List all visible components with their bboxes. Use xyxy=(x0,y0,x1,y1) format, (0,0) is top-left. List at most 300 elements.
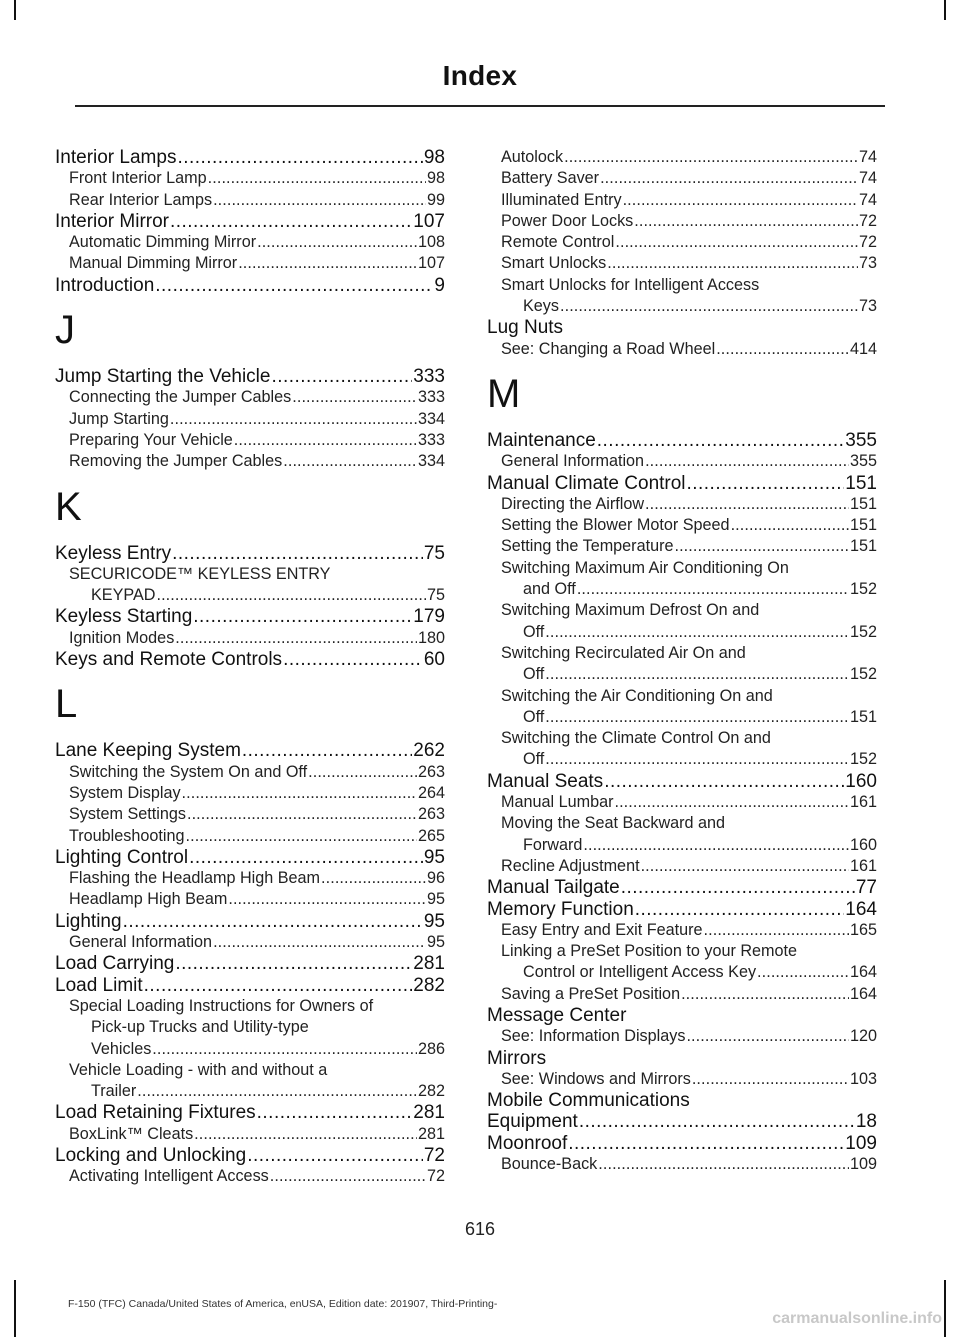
index-entry[interactable] xyxy=(55,606,445,627)
entry-line xyxy=(69,762,445,783)
dot-leader xyxy=(213,190,426,211)
page-reference: 108 xyxy=(417,233,445,252)
index-subentry[interactable] xyxy=(55,889,445,910)
index-entry[interactable] xyxy=(487,1048,877,1069)
entry-text: Recline Adjustment xyxy=(501,856,640,875)
entry-line xyxy=(501,920,877,941)
entry-text: Lane Keeping System xyxy=(55,740,241,762)
entry-line xyxy=(501,190,877,211)
entry-text: Lighting Control xyxy=(55,846,189,868)
entry-text: Manual Dimming Mirror xyxy=(69,254,238,273)
dot-leader xyxy=(577,579,849,600)
dot-leader xyxy=(189,847,423,868)
dot-leader xyxy=(170,409,417,430)
entry-continuation-line xyxy=(501,296,877,317)
dot-leader xyxy=(579,1111,855,1132)
entry-line xyxy=(69,409,445,430)
entry-text: Interior Lamps xyxy=(55,147,177,168)
page-reference: 107 xyxy=(413,210,445,232)
index-subentry[interactable] xyxy=(487,211,877,232)
index-entry[interactable] xyxy=(55,1145,445,1166)
entry-line xyxy=(69,1166,445,1187)
dot-leader xyxy=(687,473,845,494)
entry-text: Moving the Seat Backward and xyxy=(501,814,726,833)
entry-text: Keyless Starting xyxy=(55,606,193,628)
page-reference: 164 xyxy=(849,963,877,982)
dot-leader xyxy=(757,962,849,983)
entry-continuation-line xyxy=(501,749,877,770)
entry-text: Saving a PreSet Position xyxy=(501,984,681,1003)
page-reference: 120 xyxy=(849,1027,877,1046)
entry-text: Keys and Remote Controls xyxy=(55,649,283,671)
page-reference: 99 xyxy=(426,190,445,209)
entry-line xyxy=(69,868,445,889)
page-reference: 73 xyxy=(858,254,877,273)
page-reference: 98 xyxy=(426,169,445,188)
page-title: Index xyxy=(442,60,518,91)
dot-leader xyxy=(155,275,433,296)
dot-leader xyxy=(186,826,417,847)
entry-line xyxy=(69,804,445,825)
index-column-right xyxy=(487,147,877,1175)
page-reference: 164 xyxy=(849,984,877,1003)
entry-text: Bounce-Back xyxy=(501,1155,598,1174)
dot-leader xyxy=(247,1145,423,1166)
page-number: 616 xyxy=(464,1219,496,1239)
index-subentry[interactable] xyxy=(55,932,445,953)
entry-line xyxy=(55,911,445,932)
entry-line xyxy=(55,1102,445,1123)
page-reference: 9 xyxy=(434,274,445,296)
dot-leader xyxy=(175,953,412,974)
index-entry[interactable] xyxy=(55,649,445,670)
page-reference: 74 xyxy=(858,148,877,166)
index-subentry[interactable] xyxy=(487,856,877,877)
entry-continuation-text: Off xyxy=(523,665,545,684)
page-reference: 165 xyxy=(849,920,877,939)
index-subentry[interactable] xyxy=(55,168,445,189)
entry-line xyxy=(69,387,445,408)
dot-leader xyxy=(598,1154,849,1175)
crop-mark-top-right xyxy=(944,0,946,20)
index-entry[interactable] xyxy=(487,1090,877,1133)
entry-line xyxy=(501,941,877,962)
entry-continuation-text: Trailer xyxy=(91,1082,137,1101)
index-entry[interactable] xyxy=(55,211,445,232)
entry-text: See: Changing a Road Wheel xyxy=(501,339,716,358)
index-subentry[interactable] xyxy=(487,643,877,686)
index-entry[interactable] xyxy=(55,275,445,296)
page-reference: 264 xyxy=(417,783,445,802)
entry-line xyxy=(501,1069,877,1090)
dot-leader xyxy=(257,1102,413,1123)
entry-text: BoxLink™ Cleats xyxy=(69,1124,194,1143)
page-reference: 74 xyxy=(858,190,877,209)
page-reference: 72 xyxy=(858,233,877,252)
entry-line xyxy=(501,813,877,834)
dot-leader xyxy=(308,762,417,783)
dot-leader xyxy=(635,899,845,920)
entry-line xyxy=(69,628,445,649)
entry-continuation-line xyxy=(501,664,877,685)
index-subentry[interactable] xyxy=(55,564,445,607)
entry-line xyxy=(55,1145,445,1166)
index-subentry[interactable] xyxy=(487,920,877,941)
entry-line xyxy=(55,847,445,868)
entry-continuation-line xyxy=(501,707,877,728)
index-entry[interactable] xyxy=(55,911,445,932)
entry-text: Battery Saver xyxy=(501,169,600,188)
index-subentry[interactable] xyxy=(55,1166,445,1187)
index-subentry[interactable] xyxy=(487,190,877,211)
index-subentry[interactable] xyxy=(487,728,877,771)
entry-continuation-text: Forward xyxy=(523,835,583,854)
entry-line xyxy=(55,211,445,232)
page-reference: 161 xyxy=(849,856,877,875)
dot-leader xyxy=(604,771,844,792)
entry-text: System Settings xyxy=(69,805,186,824)
dot-leader xyxy=(137,1081,417,1102)
entry-line xyxy=(69,889,445,910)
index-subentry[interactable] xyxy=(55,762,445,783)
index-section-letter: M xyxy=(487,371,521,416)
entry-line xyxy=(501,494,877,515)
page-reference: 151 xyxy=(849,494,877,513)
index-subentry[interactable] xyxy=(487,536,877,557)
entry-text: Flashing the Headlamp High Beam xyxy=(69,869,321,888)
index-subentry[interactable] xyxy=(487,515,877,536)
page-reference: 281 xyxy=(417,1124,445,1143)
entry-line xyxy=(487,473,877,494)
page-reference: 333 xyxy=(413,366,445,388)
index-subentry[interactable] xyxy=(487,792,877,813)
page-reference: 151 xyxy=(849,516,877,535)
index-entry[interactable] xyxy=(487,473,877,494)
index-entry[interactable] xyxy=(487,877,877,898)
entry-line xyxy=(501,984,877,1005)
entry-line xyxy=(501,643,877,664)
index-subentry[interactable] xyxy=(487,1026,877,1047)
index-subentry[interactable] xyxy=(487,275,877,318)
entry-text: Load Limit xyxy=(55,974,143,996)
page-reference: 18 xyxy=(855,1111,877,1133)
entry-line xyxy=(501,339,877,360)
index-entry[interactable] xyxy=(55,366,445,387)
page-reference: 160 xyxy=(845,770,877,792)
entry-text: Removing the Jumper Cables xyxy=(69,452,283,471)
entry-line xyxy=(487,430,877,451)
dot-leader xyxy=(568,1133,844,1154)
dot-leader xyxy=(292,387,417,408)
entry-continuation-text: Control or Intelligent Access Key xyxy=(523,963,757,982)
entry-line xyxy=(69,1124,445,1145)
index-entry[interactable] xyxy=(55,740,445,761)
dot-leader xyxy=(545,707,849,728)
dot-leader xyxy=(704,920,849,941)
entry-continuation-text: Vehicles xyxy=(91,1039,152,1058)
dot-leader xyxy=(123,911,423,932)
entry-text: Troubleshooting xyxy=(69,826,185,845)
page-reference: 98 xyxy=(423,147,445,168)
entry-line xyxy=(55,275,445,296)
entry-continuation-line xyxy=(69,1081,445,1102)
index-subentry[interactable] xyxy=(487,1154,877,1175)
entry-text: Manual Seats xyxy=(487,770,604,792)
page-reference: 75 xyxy=(423,542,445,564)
entry-text: Keyless Entry xyxy=(55,542,172,564)
entry-line xyxy=(501,211,877,232)
index-entry[interactable] xyxy=(487,317,877,338)
index-subentry[interactable] xyxy=(487,686,877,729)
index-subentry[interactable] xyxy=(487,451,877,472)
dot-leader xyxy=(583,835,849,856)
dot-leader xyxy=(621,877,855,898)
page-reference: 151 xyxy=(845,472,877,494)
entry-text: Manual Lumbar xyxy=(501,793,614,812)
entry-continuation-line xyxy=(501,579,877,600)
page-reference: 95 xyxy=(426,933,445,952)
dot-leader xyxy=(175,628,417,649)
entry-text: Jump Starting the Vehicle xyxy=(55,366,271,388)
dot-leader xyxy=(238,253,417,274)
dot-leader xyxy=(213,932,426,953)
dot-leader xyxy=(692,1069,849,1090)
index-subentry[interactable] xyxy=(487,494,877,515)
index-subentry[interactable] xyxy=(55,804,445,825)
entry-continuation-text: Pick-up Trucks and Utility-type xyxy=(91,1018,309,1037)
entry-text: Headlamp High Beam xyxy=(69,890,228,909)
index-entry[interactable] xyxy=(55,975,445,996)
index-subentry[interactable] xyxy=(487,168,877,189)
entry-text: Autolock xyxy=(501,148,564,166)
page-reference: 109 xyxy=(845,1132,877,1154)
entry-text: Connecting the Jumper Cables xyxy=(69,388,292,407)
entry-text: Vehicle Loading - with and without a xyxy=(69,1060,328,1079)
index-subentry[interactable] xyxy=(55,190,445,211)
index-entry[interactable] xyxy=(55,953,445,974)
entry-line xyxy=(69,564,445,585)
entry-text: Memory Function xyxy=(487,898,634,920)
entry-text: Mirrors xyxy=(487,1047,547,1069)
entry-line xyxy=(487,1133,877,1154)
page-reference: 282 xyxy=(413,974,445,996)
page-reference: 95 xyxy=(423,846,445,868)
entry-line xyxy=(501,253,877,274)
entry-line xyxy=(487,771,877,792)
entry-line xyxy=(55,606,445,627)
entry-line xyxy=(501,515,877,536)
page-reference: 72 xyxy=(858,211,877,230)
entry-text: See: Windows and Mirrors xyxy=(501,1069,691,1088)
index-subentry[interactable] xyxy=(55,783,445,804)
entry-text: Setting the Blower Motor Speed xyxy=(501,516,730,535)
index-entry[interactable] xyxy=(55,847,445,868)
page-reference: 60 xyxy=(423,649,445,671)
index-section-letter: K xyxy=(55,484,82,529)
entry-line xyxy=(501,275,877,296)
index-entry[interactable] xyxy=(55,543,445,564)
entry-line xyxy=(501,147,877,168)
entry-line xyxy=(69,1060,445,1081)
entry-line xyxy=(501,168,877,189)
footer-edition-info: F-150 (TFC) Canada/United States of America, enUSA, Edition date: 201907, Third-Printing- xyxy=(68,1298,498,1310)
dot-leader xyxy=(545,664,849,685)
index-subentry[interactable] xyxy=(487,941,877,984)
index-subentry[interactable] xyxy=(55,1124,445,1145)
dot-leader xyxy=(641,856,849,877)
entry-text: Switching the System On and Off xyxy=(69,762,308,781)
page-reference: 282 xyxy=(417,1082,445,1101)
entry-line xyxy=(487,1090,877,1111)
index-entry[interactable] xyxy=(487,899,877,920)
entry-text: Lug Nuts xyxy=(487,317,564,339)
entry-line xyxy=(55,740,445,761)
dot-leader xyxy=(144,975,413,996)
index-subentry[interactable] xyxy=(55,232,445,253)
entry-line xyxy=(69,190,445,211)
entry-line xyxy=(69,168,445,189)
header-divider xyxy=(75,105,885,107)
entry-text: Mobile Communications xyxy=(487,1090,690,1112)
index-subentry[interactable] xyxy=(487,600,877,643)
page-reference: 281 xyxy=(413,1102,445,1124)
entry-text: Lighting xyxy=(55,910,122,932)
page-reference: 72 xyxy=(423,1144,445,1166)
entry-line xyxy=(55,147,445,168)
entry-line xyxy=(501,600,877,621)
entry-text: Smart Unlocks xyxy=(501,254,607,273)
entry-line xyxy=(501,536,877,557)
entry-continuation-text: Off xyxy=(523,750,545,769)
entry-line xyxy=(69,430,445,451)
page-reference: 161 xyxy=(849,793,877,812)
index-subentry[interactable] xyxy=(487,813,877,856)
entry-line xyxy=(55,543,445,564)
entry-line xyxy=(69,451,445,472)
page-reference: 286 xyxy=(417,1039,445,1058)
dot-leader xyxy=(545,622,849,643)
dot-leader xyxy=(634,211,858,232)
dot-leader xyxy=(283,451,417,472)
dot-leader xyxy=(170,211,412,232)
entry-text: Manual Climate Control xyxy=(487,472,686,494)
entry-continuation-text: Equipment xyxy=(487,1111,578,1133)
entry-line xyxy=(55,366,445,387)
page-reference: 151 xyxy=(849,707,877,726)
crop-mark-top-left xyxy=(14,0,16,20)
dot-leader xyxy=(234,430,417,451)
dot-leader xyxy=(716,339,849,360)
entry-continuation-line xyxy=(69,1017,445,1038)
page-reference: 152 xyxy=(849,750,877,769)
dot-leader xyxy=(194,1124,417,1145)
entry-continuation-text: KEYPAD xyxy=(91,586,156,605)
index-subentry[interactable] xyxy=(487,339,877,360)
entry-text: Message Center xyxy=(487,1004,627,1026)
index-subentry[interactable] xyxy=(55,451,445,472)
entry-line xyxy=(487,877,877,898)
index-entry[interactable] xyxy=(55,147,445,168)
entry-line xyxy=(69,826,445,847)
dot-leader xyxy=(681,984,849,1005)
dot-leader xyxy=(152,1039,417,1060)
dot-leader xyxy=(623,190,858,211)
index-subentry[interactable] xyxy=(487,558,877,601)
dot-leader xyxy=(597,430,845,451)
index-column-left xyxy=(55,147,445,1188)
page-reference: 152 xyxy=(849,580,877,599)
crop-mark-bottom-left xyxy=(14,1280,16,1337)
index-subentry[interactable] xyxy=(487,147,877,168)
entry-line xyxy=(55,649,445,670)
crop-mark-bottom-right xyxy=(944,1280,946,1337)
index-subentry[interactable] xyxy=(55,868,445,889)
entry-text: Directing the Airflow xyxy=(501,494,645,513)
dot-leader xyxy=(615,232,858,253)
page-reference: 103 xyxy=(849,1069,877,1088)
index-entry[interactable] xyxy=(487,1005,877,1026)
index-subentry[interactable] xyxy=(55,253,445,274)
entry-line xyxy=(501,792,877,813)
entry-text: Rear Interior Lamps xyxy=(69,190,213,209)
index-entry[interactable] xyxy=(487,430,877,451)
index-subentry[interactable] xyxy=(55,628,445,649)
page-reference: 333 xyxy=(417,430,445,449)
page-reference: 265 xyxy=(417,826,445,845)
dot-leader xyxy=(645,494,849,515)
dot-leader xyxy=(600,168,858,189)
entry-line xyxy=(501,232,877,253)
index-entry[interactable] xyxy=(487,771,877,792)
entry-continuation-text: Off xyxy=(523,707,545,726)
entry-line xyxy=(55,953,445,974)
index-subentry[interactable] xyxy=(55,826,445,847)
entry-text: Preparing Your Vehicle xyxy=(69,430,233,449)
dot-leader xyxy=(271,366,412,387)
entry-text: Power Door Locks xyxy=(501,211,634,230)
dot-leader xyxy=(564,147,858,168)
entry-text: Switching Recirculated Air On and xyxy=(501,643,746,662)
index-subentry[interactable] xyxy=(487,1069,877,1090)
index-subentry[interactable] xyxy=(55,1060,445,1103)
page-reference: 74 xyxy=(858,169,877,188)
page-reference: 180 xyxy=(417,628,445,647)
dot-leader xyxy=(674,536,849,557)
index-entry[interactable] xyxy=(487,1133,877,1154)
index-subentry[interactable] xyxy=(487,984,877,1005)
watermark: carmanualsonline.info xyxy=(772,1310,942,1327)
page-reference: 414 xyxy=(849,339,877,358)
index-subentry[interactable] xyxy=(487,253,877,274)
page-reference: 152 xyxy=(849,665,877,684)
index-subentry[interactable] xyxy=(487,232,877,253)
page-reference: 179 xyxy=(413,606,445,628)
page-reference: 75 xyxy=(426,586,445,605)
entry-text: General Information xyxy=(501,452,645,471)
entry-continuation-line xyxy=(69,585,445,606)
index-subentry[interactable] xyxy=(55,430,445,451)
entry-text: Introduction xyxy=(55,274,155,296)
index-entry[interactable] xyxy=(55,1102,445,1123)
entry-text: General Information xyxy=(69,933,213,952)
entry-line xyxy=(69,996,445,1017)
dot-leader xyxy=(156,585,426,606)
index-subentry[interactable] xyxy=(55,996,445,1060)
entry-continuation-line xyxy=(501,835,877,856)
dot-leader xyxy=(614,792,849,813)
index-subentry[interactable] xyxy=(55,387,445,408)
index-subentry[interactable] xyxy=(55,409,445,430)
